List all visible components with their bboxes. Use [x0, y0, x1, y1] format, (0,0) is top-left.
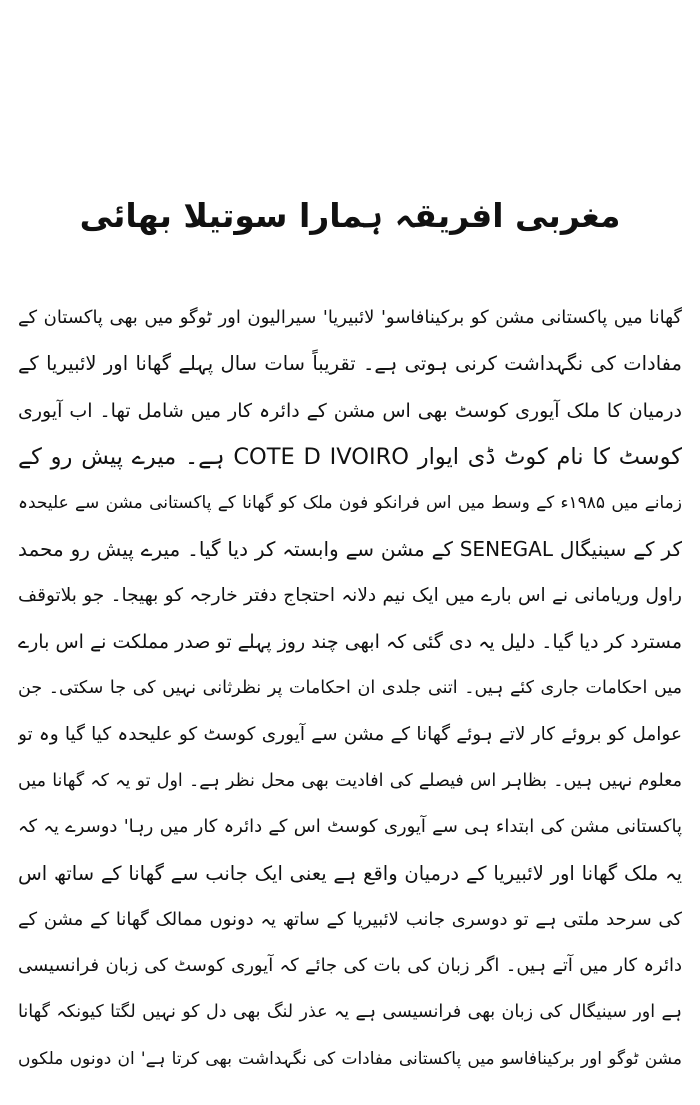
text-line: کی سرحد ملتی ہے تو دوسری جانب لائبیریا کے ساتھ یہ دونوں ممالک گھانا کے مشن کے [18, 908, 682, 930]
text-line: پاکستانی مشن کی ابتداء ہی سے آیوری کوسٹ اس کے دائرہ کار میں رہا' دوسرے یہ کہ [18, 816, 682, 838]
text-line: کوسٹ کا نام کوٹ ڈی ایوار COTE D IVOIRO ہے۔ میرے پیش رو کے [18, 443, 682, 470]
text-line: میں احکامات جاری کئے ہیں۔ اتنی جلدی ان احکامات پر نظرثانی نہیں کی جا سکتی۔ جن [18, 678, 682, 699]
text-line: معلوم نہیں ہیں۔ بظاہر اس فیصلے کی افادیت بھی محل نظر ہے۔ اول تو یہ کہ گھانا میں [18, 770, 682, 791]
text-line: ہے اور سینیگال کی زبان بھی فرانسیسی ہے یہ عذر لنگ بھی دل کو نہیں لگتا کیونکہ گھانا [18, 1002, 682, 1023]
text-line: مسترد کر دیا گیا۔ دلیل یہ دی گئی کہ ابھی چند روز پہلے تو صدر مملکت نے اس بارے [18, 631, 682, 654]
text-line: دائرہ کار میں آتے ہیں۔ اگر زبان کی بات کی جائے کہ آیوری کوسٹ کی زبان فرانسیسی [18, 955, 682, 977]
text-line: گھانا میں پاکستانی مشن کو برکینافاسو' لائبیریا' سیرالیون اور ٹوگو میں بھی پاکستان کے [18, 307, 682, 328]
text-line: یہ ملک گھانا اور لائبیریا کے درمیان واقع ہے یعنی ایک جانب سے گھانا کے ساتھ اس [18, 861, 682, 885]
text-line: کر کے سینیگال SENEGAL کے مشن سے وابستہ کر دیا گیا۔ میرے پیش رو محمد [18, 537, 682, 562]
text-line: درمیان کا ملک آیوری کوسٹ بھی اس مشن کے دائرہ کار میں شامل تھا۔ اب آیوری [18, 399, 682, 422]
body-paragraph [18, 295, 682, 1082]
text-line: زمانے میں ۱۹۸۵ء کے وسط میں اس فرانکو فون ملک کو گھانا کے پاکستانی مشن سے علیحدہ [18, 493, 682, 514]
chapter-title: مغربی افریقہ ہمارا سوتیلا بھائی [79, 196, 621, 235]
text-line: راول وریامانی نے اس بارے میں ایک نیم دلانہ احتجاج دفتر خارجہ کو بھیجا۔ جو بلاتوقف [18, 584, 682, 606]
text-line: مفادات کی نگہداشت کرنی ہوتی ہے۔ تقریباً سات سال پہلے گھانا اور لائبیریا کے [18, 352, 682, 376]
text-line: مشن ٹوگو اور برکینافاسو میں پاکستانی مفادات کی نگہداشت بھی کرتا ہے' ان دونوں ملکوں [18, 1048, 682, 1069]
text-line: عوامل کو بروئے کار لاتے ہوئے گھانا کے مشن سے آیوری کوسٹ کو علیحدہ کیا گیا وہ تو [18, 723, 682, 745]
